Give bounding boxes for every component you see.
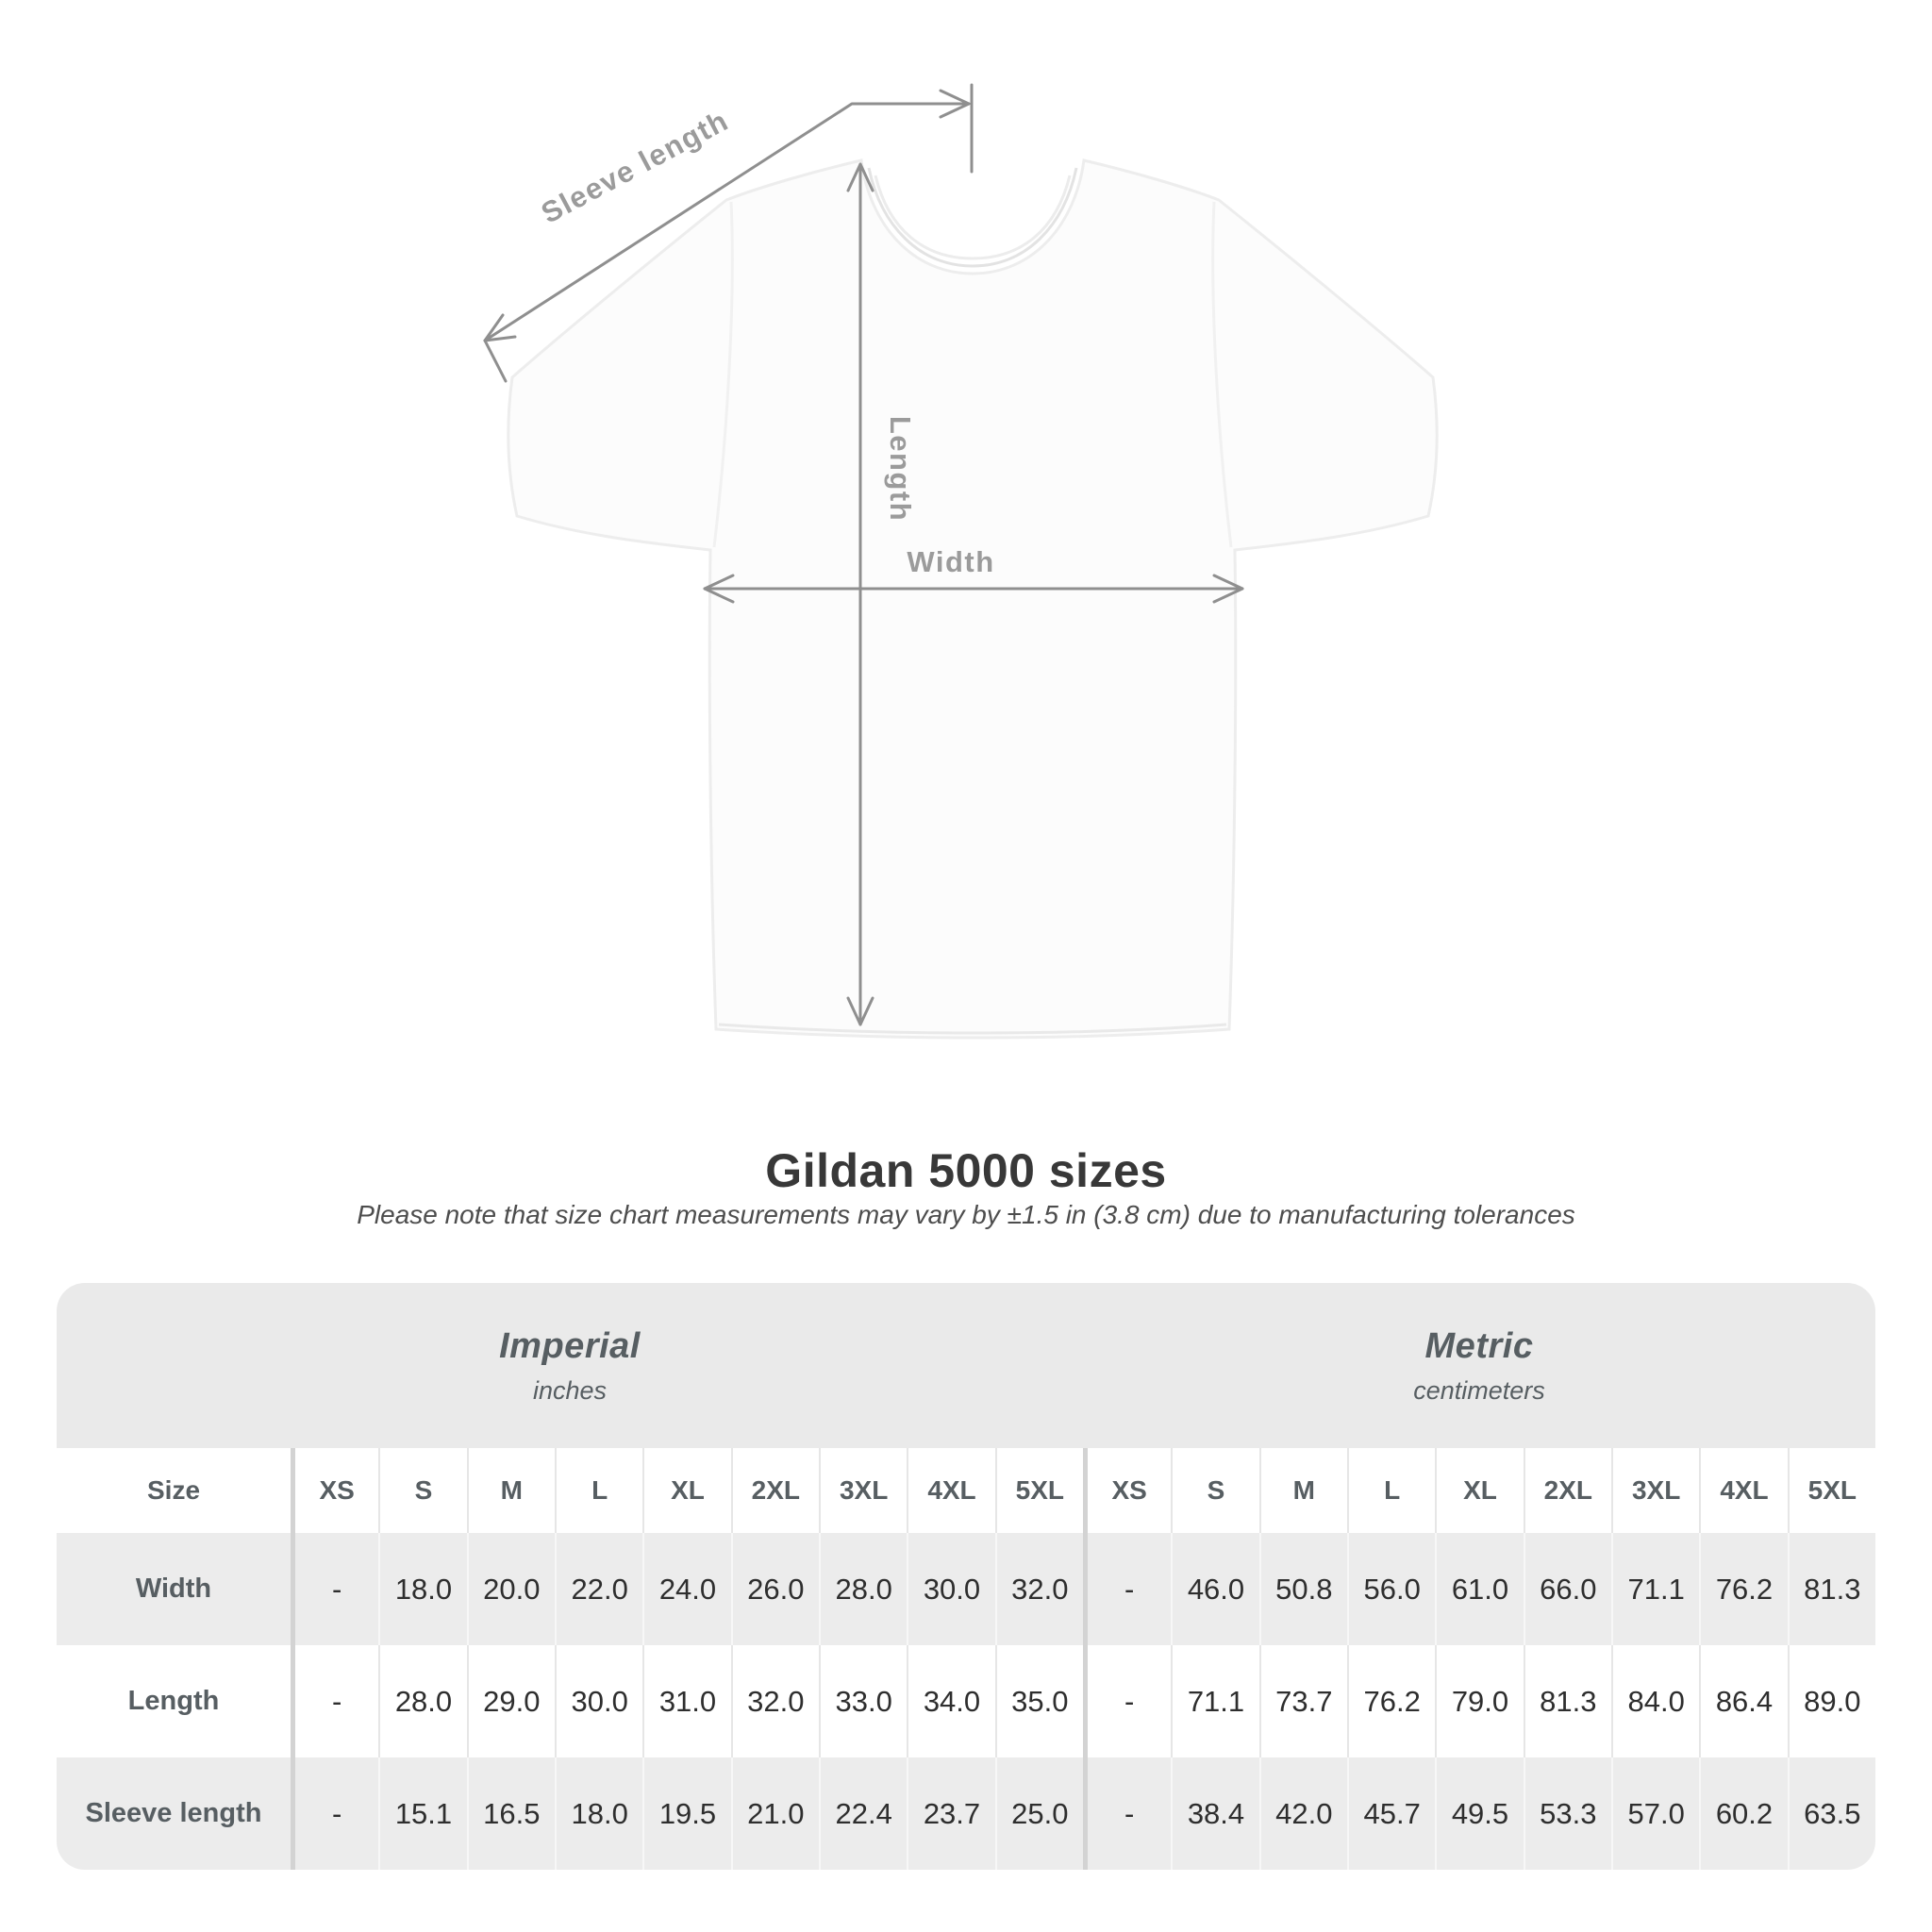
column-header: 3XL <box>1611 1448 1699 1533</box>
table-cell: - <box>1083 1757 1171 1870</box>
column-header: 2XL <box>731 1448 819 1533</box>
table-cell: 19.5 <box>642 1757 730 1870</box>
table-cell: 32.0 <box>731 1645 819 1757</box>
column-header: XS <box>291 1448 378 1533</box>
imperial-label: Imperial <box>499 1325 641 1366</box>
width-label: Width <box>907 545 995 578</box>
table-cell: 22.0 <box>555 1533 642 1645</box>
row-label-length: Length <box>57 1645 291 1757</box>
size-chart-table <box>57 1283 1875 1870</box>
table-cell: 76.2 <box>1699 1533 1787 1645</box>
table-cell: 53.3 <box>1524 1757 1611 1870</box>
column-header: S <box>378 1448 466 1533</box>
size-column-header: Size <box>57 1448 291 1533</box>
table-cell: 63.5 <box>1788 1757 1875 1870</box>
column-header: S <box>1171 1448 1258 1533</box>
table-cell: 30.0 <box>907 1533 994 1645</box>
table-cell: 33.0 <box>819 1645 907 1757</box>
table-cell: 46.0 <box>1171 1533 1258 1645</box>
tshirt-illustration <box>508 160 1437 1038</box>
column-header: XL <box>642 1448 730 1533</box>
column-header: XS <box>1083 1448 1171 1533</box>
table-cell: 25.0 <box>995 1757 1083 1870</box>
row-label-sleeve-length: Sleeve length <box>57 1757 291 1870</box>
table-cell: - <box>1083 1533 1171 1645</box>
row-label-width: Width <box>57 1533 291 1645</box>
imperial-unit-group-header <box>57 1283 1083 1448</box>
table-cell: 84.0 <box>1611 1645 1699 1757</box>
table-cell: 81.3 <box>1524 1645 1611 1757</box>
table-cell: 79.0 <box>1435 1645 1523 1757</box>
column-header: L <box>555 1448 642 1533</box>
metric-unit-label: centimeters <box>1413 1375 1545 1405</box>
table-cell: 21.0 <box>731 1757 819 1870</box>
column-header: M <box>467 1448 555 1533</box>
table-cell: 56.0 <box>1347 1533 1435 1645</box>
table-cell: 18.0 <box>555 1757 642 1870</box>
table-cell: 29.0 <box>467 1645 555 1757</box>
table-cell: 86.4 <box>1699 1645 1787 1757</box>
metric-unit-group-header <box>1083 1283 1875 1448</box>
page-title: Gildan 5000 sizes <box>765 1144 1167 1197</box>
table-cell: - <box>1083 1645 1171 1757</box>
table-cell: 71.1 <box>1611 1533 1699 1645</box>
column-header: XL <box>1435 1448 1523 1533</box>
table-cell: 50.8 <box>1259 1533 1347 1645</box>
table-cell: 61.0 <box>1435 1533 1523 1645</box>
tolerance-note: Please note that size chart measurements may vary by ±1.5 in (3.8 cm) due to manufacturing tolerances <box>357 1200 1575 1229</box>
table-cell: 60.2 <box>1699 1757 1787 1870</box>
table-cell: 24.0 <box>642 1533 730 1645</box>
table-cell: 32.0 <box>995 1533 1083 1645</box>
table-cell: 49.5 <box>1435 1757 1523 1870</box>
column-header: 5XL <box>1788 1448 1875 1533</box>
column-header: 3XL <box>819 1448 907 1533</box>
table-cell: - <box>291 1645 378 1757</box>
column-header: 4XL <box>907 1448 994 1533</box>
table-cell: 15.1 <box>378 1757 466 1870</box>
table-cell: 20.0 <box>467 1533 555 1645</box>
table-cell: - <box>291 1757 378 1870</box>
table-cell: 28.0 <box>819 1533 907 1645</box>
column-header: L <box>1347 1448 1435 1533</box>
table-cell: 81.3 <box>1788 1533 1875 1645</box>
table-cell: 73.7 <box>1259 1645 1347 1757</box>
table-cell: 28.0 <box>378 1645 466 1757</box>
column-header: 2XL <box>1524 1448 1611 1533</box>
tshirt-body <box>508 160 1437 1038</box>
table-cell: 76.2 <box>1347 1645 1435 1757</box>
table-cell: 30.0 <box>555 1645 642 1757</box>
metric-label: Metric <box>1424 1325 1534 1366</box>
sleeve-length-label: Sleeve length <box>536 103 735 230</box>
table-cell: 38.4 <box>1171 1757 1258 1870</box>
table-cell: 42.0 <box>1259 1757 1347 1870</box>
column-header: 4XL <box>1699 1448 1787 1533</box>
length-label: Length <box>884 415 917 523</box>
table-cell: 45.7 <box>1347 1757 1435 1870</box>
imperial-unit-label: inches <box>532 1375 608 1405</box>
table-cell: 23.7 <box>907 1757 994 1870</box>
column-header: M <box>1259 1448 1347 1533</box>
table-cell: 18.0 <box>378 1533 466 1645</box>
table-cell: - <box>291 1533 378 1645</box>
table-cell: 34.0 <box>907 1645 994 1757</box>
table-cell: 71.1 <box>1171 1645 1258 1757</box>
column-header: 5XL <box>995 1448 1083 1533</box>
table-cell: 22.4 <box>819 1757 907 1870</box>
table-cell: 66.0 <box>1524 1533 1611 1645</box>
table-cell: 31.0 <box>642 1645 730 1757</box>
table-cell: 57.0 <box>1611 1757 1699 1870</box>
table-cell: 26.0 <box>731 1533 819 1645</box>
table-cell: 35.0 <box>995 1645 1083 1757</box>
table-cell: 89.0 <box>1788 1645 1875 1757</box>
table-cell: 16.5 <box>467 1757 555 1870</box>
